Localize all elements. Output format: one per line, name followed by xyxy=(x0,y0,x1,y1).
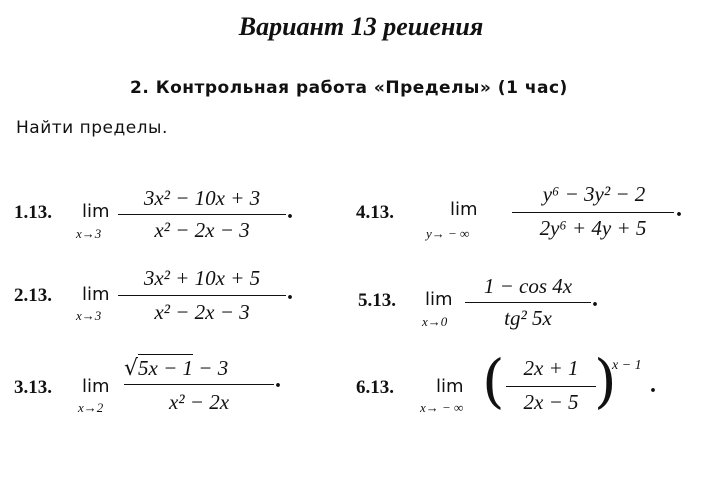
instructions: Найти пределы. xyxy=(16,118,168,138)
fraction-denominator: 2x − 5 xyxy=(523,390,579,414)
end-period: . xyxy=(650,372,656,398)
fraction-numerator: y⁶ − 3y² − 2 xyxy=(542,182,646,206)
limit-subscript: x→0 xyxy=(422,314,448,329)
fraction-denominator: tg² 5x xyxy=(504,306,552,330)
fraction-bar xyxy=(512,212,674,213)
problem-number: 1.13. xyxy=(14,202,52,223)
fraction-bar xyxy=(118,295,286,296)
numerator-rest: − 3 xyxy=(193,356,229,380)
problem-number: 5.13. xyxy=(358,290,396,311)
limit-subscript: y→ − ∞ xyxy=(426,226,470,241)
limit-subscript: x→3 xyxy=(76,226,102,241)
left-parenthesis: ( xyxy=(482,347,505,415)
limit-operator: lim xyxy=(450,199,478,220)
page-title: Вариант 13 решения xyxy=(238,12,484,41)
problem-number: 4.13. xyxy=(356,202,394,223)
fraction-denominator: x² − 2x xyxy=(168,390,230,414)
end-period: . xyxy=(676,196,682,222)
exponent: x − 1 xyxy=(612,358,642,373)
fraction-denominator: x² − 2x − 3 xyxy=(154,218,250,242)
limit-subscript: x→2 xyxy=(78,400,104,415)
fraction-bar xyxy=(506,386,596,387)
fraction-bar xyxy=(124,384,274,385)
fraction-denominator: x² − 2x − 3 xyxy=(154,300,250,324)
right-parenthesis: ) xyxy=(594,347,617,415)
problem-number: 2.13. xyxy=(14,285,52,306)
fraction-bar xyxy=(465,302,591,303)
limit-operator: lim xyxy=(82,201,110,222)
fraction-numerator: 3x² + 10x + 5 xyxy=(143,266,261,290)
fraction-numerator: 2x + 1 xyxy=(523,356,579,380)
problem-number: 3.13. xyxy=(14,377,52,398)
end-period: . xyxy=(592,286,598,312)
limit-operator: lim xyxy=(82,284,110,305)
fraction-bar xyxy=(118,214,286,215)
end-period: . xyxy=(287,198,293,224)
section-heading: 2. Контрольная работа «Пределы» (1 час) xyxy=(130,78,568,98)
limit-subscript: x→ − ∞ xyxy=(420,400,464,415)
radicand: 5x − 1 xyxy=(138,356,194,380)
end-period: . xyxy=(275,367,281,393)
limit-operator: lim xyxy=(425,289,453,310)
fraction-numerator: 1 − cos 4x xyxy=(483,274,573,298)
fraction-numerator: 3x² − 10x + 3 xyxy=(143,186,261,210)
end-period: . xyxy=(287,279,293,305)
limit-operator: lim xyxy=(82,376,110,397)
limit-subscript: x→3 xyxy=(76,308,102,323)
fraction-denominator: 2y⁶ + 4y + 5 xyxy=(539,216,647,240)
sqrt-symbol: √ xyxy=(124,356,139,381)
limit-operator: lim xyxy=(436,376,464,397)
problem-number: 6.13. xyxy=(356,377,394,398)
fraction-numerator xyxy=(124,356,274,381)
